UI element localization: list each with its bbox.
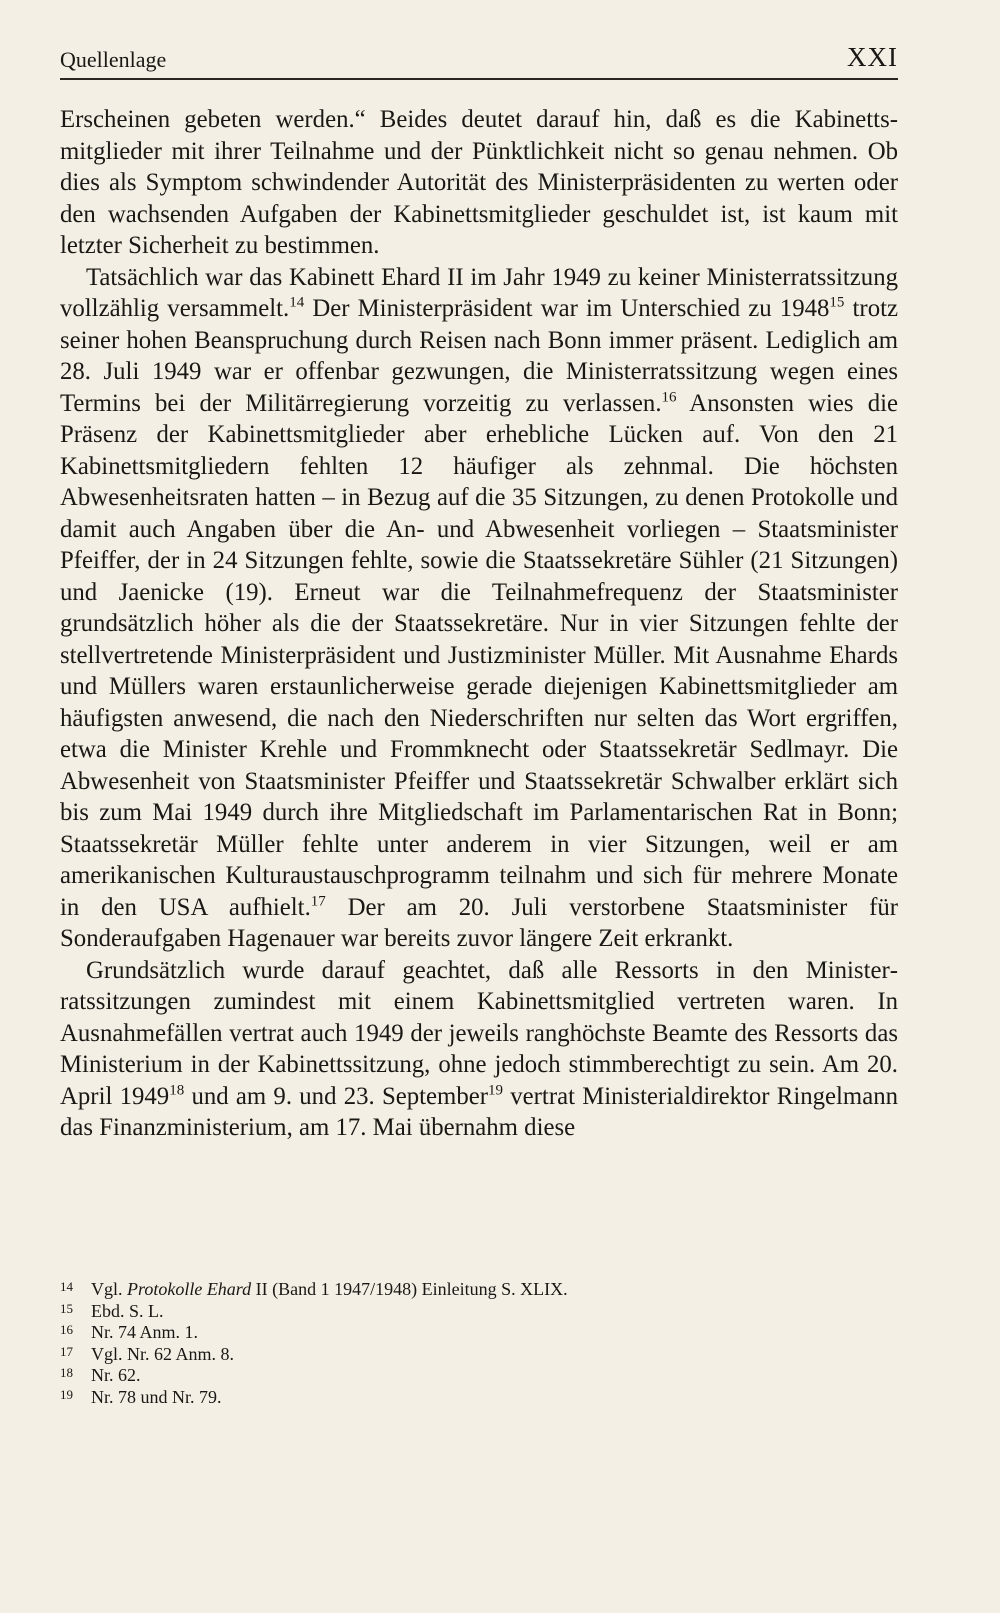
footnote-reference: 15 [829,294,845,311]
text-run: Der Ministerpräsident war im Unterschied zu 1948 [304,295,830,322]
text-run: Nr. 62. [91,1365,141,1386]
footnote-reference: 16 [661,389,677,406]
footnote-reference: 19 [488,1082,504,1099]
footnote-reference: 18 [169,1082,185,1099]
footnote [60,1301,898,1323]
footnote [60,1344,898,1366]
running-title: Quellenlage [60,47,167,72]
footnote-number: 15 [60,1300,73,1316]
italic-text: Protokolle Ehard [127,1279,252,1299]
body-text [60,104,898,1144]
text-run: vertrat Ministerialdirektor Ringelmann das Finanzministerium, am 17. Mai übernahm diese [60,1082,898,1141]
text-run: Der am 20. Juli verstorbene Staatsminister für Sonderaufgaben Hagenauer war bereits zuvor längere Zeit erkrankt. [60,893,898,952]
text-run: Vgl. [91,1279,127,1299]
footnote-reference: 14 [289,294,305,311]
running-header [60,44,898,80]
footnotes [60,1279,898,1409]
paragraph [60,262,898,955]
footnote-number: 14 [60,1279,73,1294]
paragraph [60,955,898,1144]
footnote [60,1365,898,1387]
text-run: Ebd. S. L. [91,1300,164,1321]
text-run: Grundsätzlich wurde darauf geachtet, daß alle Ressorts in den Ministerratssitzungen zumindest mit einem Kabinettsmitglied vertreten waren. In Ausnahmefällen vertrat auch 1949 der jeweils ranghöchste Beamte des Ressorts das Ministerium in der Kabinettssitzung, ohne jedoch stimmberechtigt zu sein. Am 20. April 1949 [60,956,898,1110]
text-run: II (Band 1 1947/1948) Einleitung S. XLIX. [251,1279,568,1299]
footnote-number: 18 [60,1365,73,1381]
text-run: Ansonsten wies die Präsenz der Kabinettsmitglieder aber erhebliche Lücken auf. Von den 21 Kabinettsmitgliedern fehlten 12 häufiger als zehnmal. Die höchsten Abwesenheitsraten hatten – in Bezug auf die 35 Sitzungen, zu denen Protokolle und damit auch Angaben über die An- und Abwesenheit vorliegen – Staatsminister Pfeiffer, der in 24 Sitzungen fehlte, sowie die Staatssekretäre Sühler (21 Sitzungen) und Jaenicke (19). Erneut war die Teilnahmefrequenz der Staatsminister grundsätzlich höher als die der Staatssekretäre. Nur in vier Sitzungen fehlte der stellvertretende Ministerpräsident und Justizminister Müller. Mit Ausnahme Ehards und Müllers waren erstaunlicherweise gerade diejenigen Kabinettsmitglieder am häufigsten anwesend, die nach den Niederschriften nur selten das Wort ergriffen, etwa die Minister Krehle und Frommknecht oder Staatssekretär Sedlmayr. Die Abwesenheit von Staatsminister Pfeiffer und Staatssekretär Schwalber erklärt sich bis zum Mai 1949 durch ihre Mitgliedschaft im Parlamentarischen Rat in Bonn; Staatssekretär Müller fehlte unter anderem in vier Sitzungen, weil er am amerikanischen Kulturaustauschprogramm teilnahm und sich für mehrere Monate in den USA aufhielt. [60,389,898,921]
paragraph [60,104,898,262]
text-run: Nr. 74 Anm. 1. [91,1322,199,1343]
text-run: Vgl. Nr. 62 Anm. 8. [91,1343,235,1364]
footnote-number: 19 [60,1386,73,1402]
footnote-number: 16 [60,1322,73,1338]
footnote-reference: 17 [310,893,326,910]
text-run: trotz seiner hohen Beanspruchung durch Reisen nach Bonn immer präsent. Lediglich am 28. Juli 1949 war er offenbar gezwungen, die Ministerratssitzung wegen eines Termins bei der Militärregierung vorzeitig zu verlassen. [60,295,898,417]
footnote [60,1279,898,1301]
footnote-number: 17 [60,1343,73,1359]
footnote [60,1322,898,1344]
page-number: XXI [847,42,898,72]
text-run: Erscheinen gebeten werden.“ Beides deutet darauf hin, daß es die Kabinettsmitglieder mit ihrer Teilnahme und der Pünktlichkeit nicht so genau nehmen. Ob dies als Symptom schwindender Autorität des Ministerpräsidenten zu werten oder den wachsenden Aufgaben der Kabinettsmitglieder geschuldet ist, ist kaum mit letzter Sicherheit zu bestimmen. [60,106,898,259]
footnote [60,1387,898,1409]
text-run: Tatsächlich war das Kabinett Ehard II im Jahr 1949 zu keiner Ministerratssitzung vollzählig versammelt. [60,263,898,322]
text-run: Nr. 78 und Nr. 79. [91,1386,222,1407]
text-run: und am 9. und 23. September [184,1082,489,1110]
